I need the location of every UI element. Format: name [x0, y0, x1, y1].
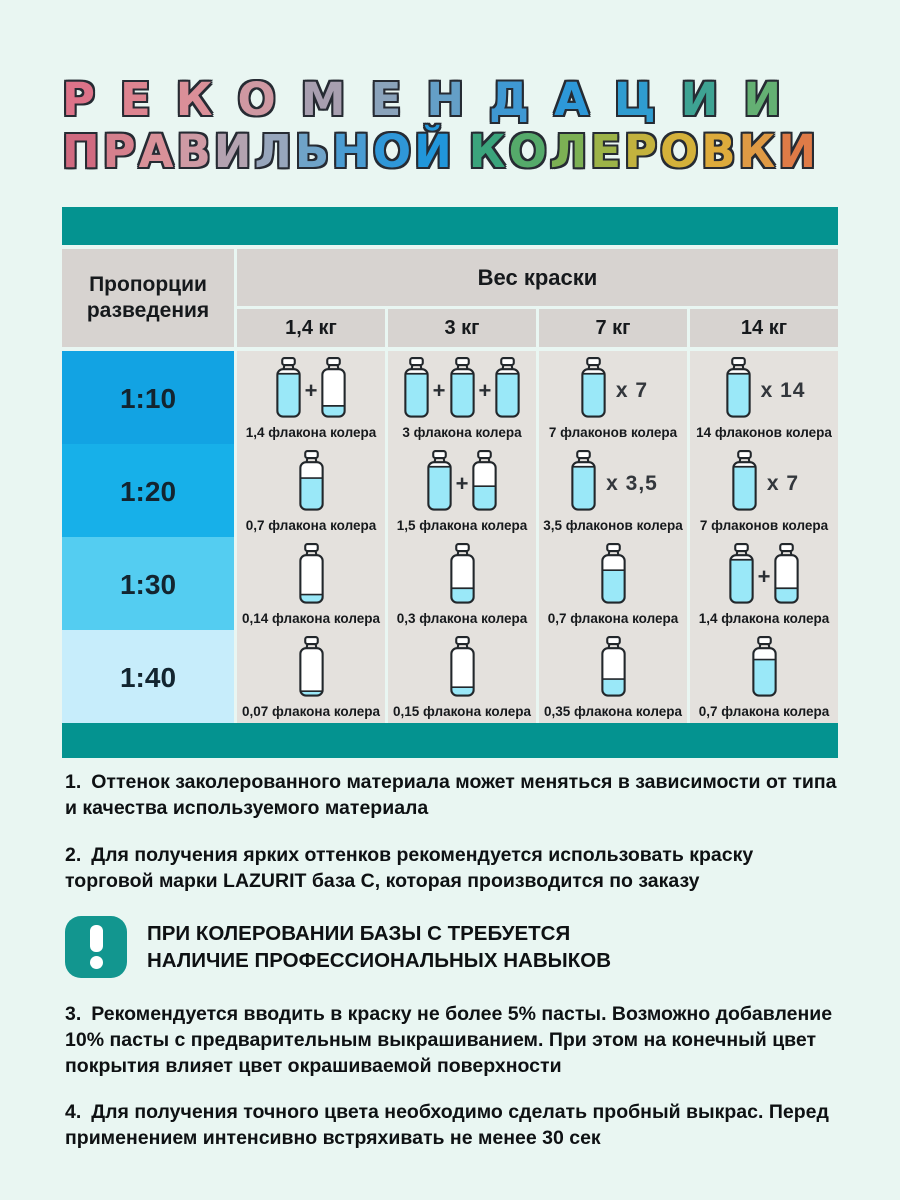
colorant-bottle-icon [771, 542, 802, 606]
title-letter: Й [414, 125, 455, 179]
bottle-icon-wrap [273, 356, 304, 425]
colorant-bottle-icon [273, 356, 304, 420]
bottle-icon-wrap [749, 635, 780, 704]
colorant-bottle-icon [723, 356, 754, 420]
cell-label: 1,4 флакона колера [245, 425, 377, 440]
plus-sign: + [757, 563, 771, 589]
table-cell [539, 537, 687, 632]
title-letter: Е [119, 73, 176, 126]
bottle-icon-wrap [296, 635, 327, 704]
cell-label: 0,15 флакона колера [393, 704, 531, 719]
title-letter: Л [254, 125, 295, 179]
title-letter: Р [62, 73, 120, 126]
bottle-group [447, 635, 478, 704]
bottle-group [447, 542, 478, 611]
cell-label: 1,4 флакона колера [698, 611, 830, 626]
colorant-bottle-icon [296, 635, 327, 699]
note-item [65, 843, 845, 895]
title-letter: Р [623, 125, 660, 179]
colorant-bottle-icon [749, 635, 780, 699]
bottle-icon-wrap [492, 356, 523, 425]
title-letter: И [778, 125, 820, 179]
cell-label: 3 флакона колера [402, 425, 522, 440]
plus-sign: + [455, 470, 469, 496]
bottle-group [578, 356, 648, 425]
note-item [65, 1100, 845, 1152]
bottle-icon-wrap [469, 449, 500, 518]
title-letter: Ц [613, 73, 681, 126]
bottle-icon-wrap [598, 635, 629, 704]
title-letter: П [62, 125, 103, 179]
title-letter: Е [370, 73, 427, 126]
weight-header-cell: 3 кг [388, 309, 536, 347]
column-header-proportions: Пропорции разведения [62, 249, 234, 347]
bottle-icon-wrap [447, 542, 478, 611]
title-letter: О [372, 125, 415, 179]
colorant-bottle-icon [726, 542, 757, 606]
title-letter: Н [332, 125, 373, 179]
tinting-table [62, 207, 838, 758]
table-row [62, 537, 838, 626]
bottle-icon-wrap [447, 356, 478, 425]
bottle-icon-wrap [296, 449, 327, 518]
bottle-icon-wrap [447, 635, 478, 704]
warning-line-2: НАЛИЧИЕ ПРОФЕССИОНАЛЬНЫХ НАВЫКОВ [147, 948, 611, 972]
colorant-bottle-icon [598, 542, 629, 606]
bottle-group [296, 449, 327, 518]
note-item [65, 770, 845, 822]
bottle-icon-wrap [578, 356, 609, 425]
multiplier-label: x 3,5 [606, 471, 658, 495]
table-body [62, 351, 838, 719]
colorant-bottle-icon [598, 635, 629, 699]
colorant-bottle-icon [469, 449, 500, 513]
weight-header-cell: 1,4 кг [237, 309, 385, 347]
title-letter: К [175, 73, 238, 126]
table-cell [237, 630, 385, 725]
bottle-group [568, 449, 658, 518]
exclamation-icon [65, 916, 127, 978]
page-title [62, 74, 848, 178]
note-text: Оттенок заколерованного материала может меняться в зависимости от типа и качества используемого материала [65, 771, 837, 819]
bottle-icon-wrap [318, 356, 349, 425]
bottle-group [749, 635, 780, 704]
title-letter: В [176, 125, 214, 179]
title-letter: И [213, 125, 255, 179]
title-letter: Н [426, 73, 489, 126]
table-bottom-bar [62, 723, 838, 758]
table-header [62, 249, 838, 347]
bottle-group [401, 356, 524, 425]
warning-text [147, 920, 611, 974]
colorant-bottle-icon [447, 542, 478, 606]
title-letter: Ь [294, 125, 333, 179]
title-line-2 [62, 126, 848, 178]
table-cell [690, 537, 838, 632]
bottle-icon-wrap [598, 542, 629, 611]
title-letter: К [738, 125, 779, 179]
notes-top [65, 770, 845, 895]
title-line-1 [62, 74, 848, 126]
table-cell [539, 630, 687, 725]
table-cell [690, 351, 838, 446]
cell-label: 7 флаконов колера [699, 518, 829, 533]
bottle-icon-wrap [771, 542, 802, 611]
table-cell [388, 444, 536, 539]
title-letter: О [508, 125, 550, 179]
title-letter: Л [549, 125, 591, 179]
title-letter: Р [102, 125, 139, 179]
colorant-bottle-icon [578, 356, 609, 420]
exclamation-dot [90, 956, 103, 969]
table-cell [388, 630, 536, 725]
title-letter: И [680, 73, 744, 126]
table-cell [690, 630, 838, 725]
cell-label: 7 флаконов колера [548, 425, 678, 440]
cell-label: 0,7 флакона колера [245, 518, 377, 533]
title-letter: В [701, 125, 739, 179]
bottle-icon-wrap [296, 542, 327, 611]
table-cell [237, 444, 385, 539]
note-number: 1. [65, 771, 82, 793]
table-cell [539, 351, 687, 446]
colorant-bottle-icon [401, 356, 432, 420]
bottle-group [296, 542, 327, 611]
colorant-bottle-icon [447, 635, 478, 699]
table-cell [237, 537, 385, 632]
colorant-bottle-icon [568, 449, 599, 513]
title-letter: И [743, 73, 806, 126]
multiplier-label: x 7 [766, 471, 800, 495]
colorant-bottle-icon [424, 449, 455, 513]
bottle-group [598, 542, 629, 611]
title-letter: А [554, 73, 614, 126]
ratio-cell: 1:10 [62, 351, 234, 446]
colorant-bottle-icon [492, 356, 523, 420]
table-row [62, 444, 838, 533]
weight-header-cell: 14 кг [690, 309, 838, 347]
cell-label: 0,07 флакона колера [242, 704, 380, 719]
title-letter: Д [489, 73, 555, 126]
bottle-icon-wrap [723, 356, 754, 425]
column-group-header-paint-weight: Вес краски [237, 249, 838, 306]
table-cell [388, 537, 536, 632]
notes-section [65, 770, 845, 1173]
bottle-group [424, 449, 501, 518]
title-letter: О [659, 125, 702, 179]
colorant-bottle-icon [296, 449, 327, 513]
cell-label: 0,35 флакона колера [544, 704, 682, 719]
plus-sign: + [478, 377, 492, 403]
multiplier-label: x 14 [760, 378, 806, 402]
title-letter: А [138, 125, 177, 179]
multiplier-label: x 7 [615, 378, 649, 402]
bottle-group [296, 635, 327, 704]
notes-bottom [65, 1002, 845, 1153]
note-item [65, 1002, 845, 1080]
plus-sign: + [304, 377, 318, 403]
plus-sign: + [432, 377, 446, 403]
ratio-cell: 1:40 [62, 630, 234, 725]
bottle-group [729, 449, 799, 518]
exclamation-bar [90, 925, 103, 952]
weight-header-cell: 7 кг [539, 309, 687, 347]
colorant-bottle-icon [729, 449, 760, 513]
bottle-icon-wrap [729, 449, 760, 518]
bottle-icon-wrap [401, 356, 432, 425]
colorant-bottle-icon [296, 542, 327, 606]
title-letter: Е [590, 125, 624, 179]
table-cell [539, 444, 687, 539]
table-row [62, 351, 838, 440]
colorant-bottle-icon [447, 356, 478, 420]
table-cell [388, 351, 536, 446]
title-letter: К [468, 125, 509, 179]
note-text: Для получения точного цвета необходимо сделать пробный выкрас. Перед применением интенсивно встряхивать не менее 30 сек [65, 1101, 829, 1150]
colorant-bottle-icon [318, 356, 349, 420]
note-number: 3. [65, 1002, 82, 1025]
bottle-icon-wrap [726, 542, 757, 611]
warning-line-1: ПРИ КОЛЕРОВАНИИ БАЗЫ С ТРЕБУЕТСЯ [147, 921, 571, 945]
cell-label: 3,5 флаконов колера [543, 518, 683, 533]
table-top-bar [62, 207, 838, 245]
warning-banner [65, 916, 845, 978]
cell-label: 0,7 флакона колера [547, 611, 679, 626]
ratio-cell: 1:30 [62, 537, 234, 632]
cell-label: 1,5 флакона колера [396, 518, 528, 533]
note-number: 4. [65, 1101, 82, 1124]
bottle-icon-wrap [568, 449, 599, 518]
ratio-cell: 1:20 [62, 444, 234, 539]
bottle-icon-wrap [424, 449, 455, 518]
table-cell [237, 351, 385, 446]
note-text: Для получения ярких оттенков рекомендуется использовать краску торговой марки LAZURIT база С, которая производится по заказу [65, 843, 754, 892]
bottle-group [598, 635, 629, 704]
table-row [62, 630, 838, 719]
note-number: 2. [65, 843, 82, 866]
cell-label: 0,3 флакона колера [396, 611, 528, 626]
cell-label: 0,7 флакона колера [698, 704, 830, 719]
bottle-group [726, 542, 803, 611]
title-letter: О [237, 73, 301, 126]
bottle-group [723, 356, 806, 425]
table-cell [690, 444, 838, 539]
cell-label: 0,14 флакона колера [242, 611, 380, 626]
title-letter: М [300, 73, 371, 126]
cell-label: 14 флаконов колера [696, 425, 832, 440]
bottle-group [273, 356, 350, 425]
note-text: Рекомендуется вводить в краску не более 5% пасты. Возможно добавление 10% пасты с предварительным выкрашиванием. При этом на конечный цвет покрытия влияет цвет окрашиваемой поверхности [65, 1002, 833, 1077]
